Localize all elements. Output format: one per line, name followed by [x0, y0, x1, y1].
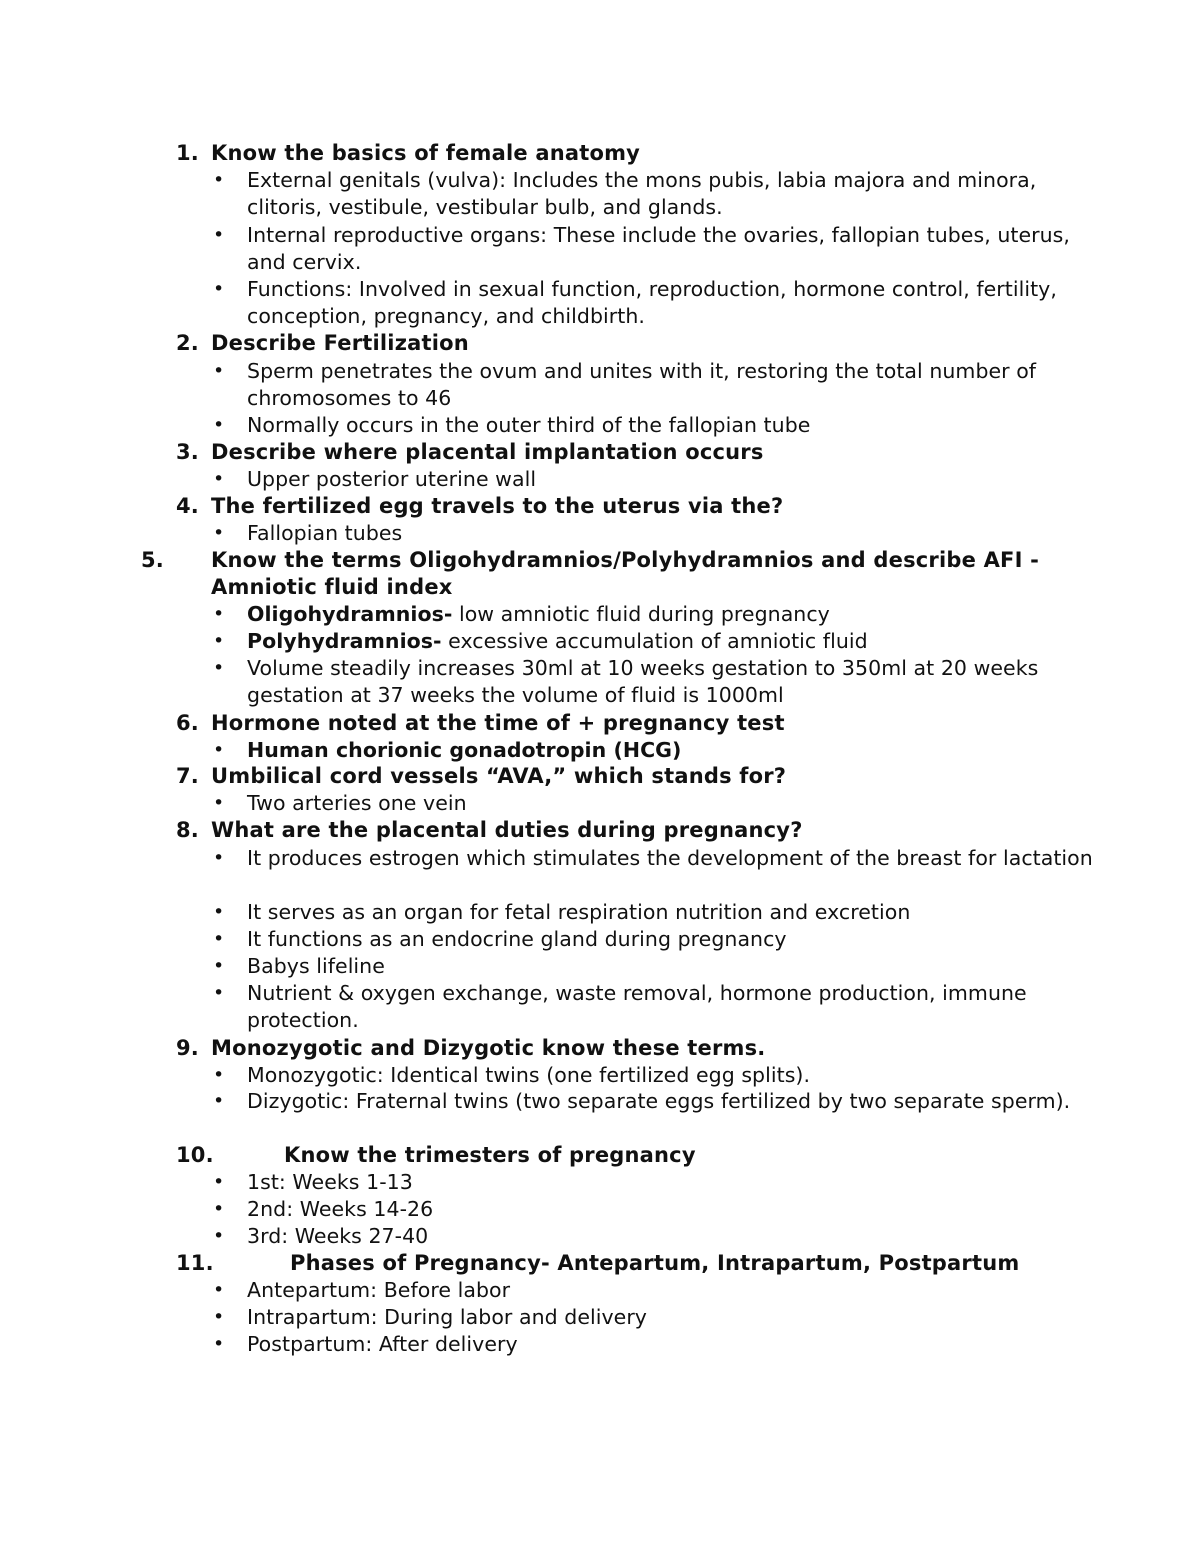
bullet-item	[212, 1196, 1097, 1223]
bullet-item	[212, 222, 1097, 276]
bullet-item	[212, 628, 1097, 655]
question-title: Umbilical cord vessels “AVA,” which stands for?	[211, 764, 787, 788]
bullet-text: Upper posterior uterine wall	[247, 467, 537, 491]
question-heading	[176, 710, 1096, 737]
bullet-item	[212, 1304, 1097, 1331]
question-title: Know the trimesters of pregnancy	[284, 1143, 696, 1167]
question-title: Phases of Pregnancy- Antepartum, Intrapartum, Postpartum	[290, 1251, 1020, 1275]
question-title: The fertilized egg travels to the uterus via the?	[211, 494, 784, 518]
bullet-item	[212, 953, 1097, 980]
question-title: Hormone noted at the time of + pregnancy test	[211, 711, 785, 735]
bullet-term: Polyhydramnios-	[247, 629, 442, 653]
question-title: Describe where placental implantation occurs	[211, 440, 764, 464]
bullet-icon: •	[213, 982, 225, 1004]
bullet-item	[212, 1277, 1097, 1304]
question-title: Describe Fertilization	[211, 331, 469, 355]
bullet-text: 2nd: Weeks 14-26	[247, 1197, 434, 1221]
bullet-icon: •	[213, 1225, 225, 1247]
question-number: 3.	[176, 440, 199, 464]
bullet-item	[212, 601, 1097, 628]
bullet-icon: •	[213, 414, 225, 436]
bullet-icon: •	[213, 522, 225, 544]
bullet-item	[212, 167, 1097, 221]
bullet-item	[212, 980, 1097, 1034]
question-heading	[176, 817, 1096, 844]
question-number: 5.	[141, 548, 164, 572]
bullet-icon: •	[213, 657, 225, 679]
bullet-icon: •	[213, 360, 225, 382]
bullet-term: Oligohydramnios-	[247, 602, 453, 626]
bullet-icon: •	[213, 1333, 225, 1355]
bullet-text: Volume steadily increases 30ml at 10 weeks gestation to 350ml at 20 weeks gestation at 37 weeks the volume of fluid is 1000ml	[247, 656, 1039, 708]
bullet-text: It serves as an organ for fetal respiration nutrition and excretion	[247, 900, 911, 924]
question-heading	[176, 330, 1096, 357]
bullet-text: Nutrient & oxygen exchange, waste removal, hormone production, immune protection.	[247, 981, 1027, 1033]
bullet-text: Internal reproductive organs: These include the ovaries, fallopian tubes, uterus, and cervix.	[247, 223, 1070, 275]
bullet-text: Functions: Involved in sexual function, reproduction, hormone control, fertility, conception, pregnancy, and childbirth.	[247, 277, 1057, 329]
bullet-text: Antepartum: Before labor	[247, 1278, 511, 1302]
question-number: 10.	[176, 1143, 214, 1167]
bullet-text: It functions as an endocrine gland during pregnancy	[247, 927, 787, 951]
bullet-icon: •	[213, 630, 225, 652]
bullet-icon: •	[213, 847, 225, 869]
question-heading	[176, 439, 1096, 466]
question-number: 7.	[176, 764, 199, 788]
bullet-item	[212, 1331, 1097, 1358]
question-heading	[176, 763, 1096, 790]
question-number: 4.	[176, 494, 199, 518]
bullet-item	[212, 655, 1097, 709]
bullet-item	[212, 899, 1097, 926]
question-title: What are the placental duties during pregnancy?	[211, 818, 803, 842]
question-heading	[176, 1250, 1096, 1277]
bullet-item	[212, 1088, 1097, 1115]
bullet-text: Postpartum: After delivery	[247, 1332, 518, 1356]
bullet-text: Intrapartum: During labor and delivery	[247, 1305, 647, 1329]
bullet-icon: •	[213, 955, 225, 977]
bullet-item	[212, 1169, 1097, 1196]
bullet-icon: •	[213, 1171, 225, 1193]
bullet-icon: •	[213, 1090, 225, 1112]
bullet-item	[212, 1062, 1097, 1089]
question-number: 9.	[176, 1036, 199, 1060]
question-number: 1.	[176, 141, 199, 165]
bullet-item	[212, 845, 1097, 872]
bullet-text: It produces estrogen which stimulates the development of the breast for lactation	[247, 846, 1093, 870]
question-title: Know the basics of female anatomy	[211, 141, 641, 165]
bullet-text: Monozygotic: Identical twins (one fertilized egg splits).	[247, 1063, 811, 1087]
bullet-text: 1st: Weeks 1-13	[247, 1170, 413, 1194]
bullet-text: excessive accumulation of amniotic fluid	[441, 629, 868, 653]
bullet-text: Two arteries one vein	[247, 791, 467, 815]
bullet-icon: •	[213, 792, 225, 814]
bullet-text: Sperm penetrates the ovum and unites with it, restoring the total number of chromosomes to 46	[247, 359, 1037, 411]
bullet-icon: •	[213, 1198, 225, 1220]
bullet-icon: •	[213, 224, 225, 246]
question-heading	[176, 140, 1096, 167]
bullet-icon: •	[213, 928, 225, 950]
bullet-icon: •	[213, 901, 225, 923]
bullet-item	[212, 520, 1097, 547]
bullet-icon: •	[213, 468, 225, 490]
bullet-text: Babys lifeline	[247, 954, 385, 978]
bullet-item	[212, 358, 1097, 412]
question-number: 11.	[176, 1251, 214, 1275]
bullet-term: Human chorionic gonadotropin (HCG)	[247, 738, 682, 762]
bullet-icon: •	[213, 1064, 225, 1086]
question-title: Monozygotic and Dizygotic know these terms.	[211, 1036, 766, 1060]
question-heading	[176, 1035, 1096, 1062]
bullet-text: Dizygotic: Fraternal twins (two separate eggs fertilized by two separate sperm).	[247, 1089, 1071, 1113]
bullet-icon: •	[213, 603, 225, 625]
bullet-item	[212, 737, 1097, 764]
bullet-text: low amniotic fluid during pregnancy	[452, 602, 830, 626]
bullet-icon: •	[213, 1306, 225, 1328]
bullet-item	[212, 412, 1097, 439]
question-heading	[176, 493, 1096, 520]
bullet-item	[212, 790, 1097, 817]
bullet-item	[212, 276, 1097, 330]
question-heading	[176, 1142, 1096, 1169]
bullet-text: Fallopian tubes	[247, 521, 403, 545]
bullet-item	[212, 466, 1097, 493]
bullet-text: Normally occurs in the outer third of the fallopian tube	[247, 413, 811, 437]
bullet-icon: •	[213, 278, 225, 300]
bullet-text: 3rd: Weeks 27-40	[247, 1224, 429, 1248]
bullet-item	[212, 1223, 1097, 1250]
bullet-icon: •	[213, 169, 225, 191]
question-number: 2.	[176, 331, 199, 355]
question-title: Know the terms Oligohydramnios/Polyhydramnios and describe AFI - Amniotic fluid index	[211, 548, 1040, 600]
question-number: 8.	[176, 818, 199, 842]
question-number: 6.	[176, 711, 199, 735]
bullet-icon: •	[213, 1279, 225, 1301]
bullet-item	[212, 926, 1097, 953]
question-heading	[141, 547, 1096, 601]
bullet-text: External genitals (vulva): Includes the mons pubis, labia majora and minora, clitoris, vestibule, vestibular bulb, and glands.	[247, 168, 1037, 220]
bullet-icon: •	[213, 739, 225, 761]
